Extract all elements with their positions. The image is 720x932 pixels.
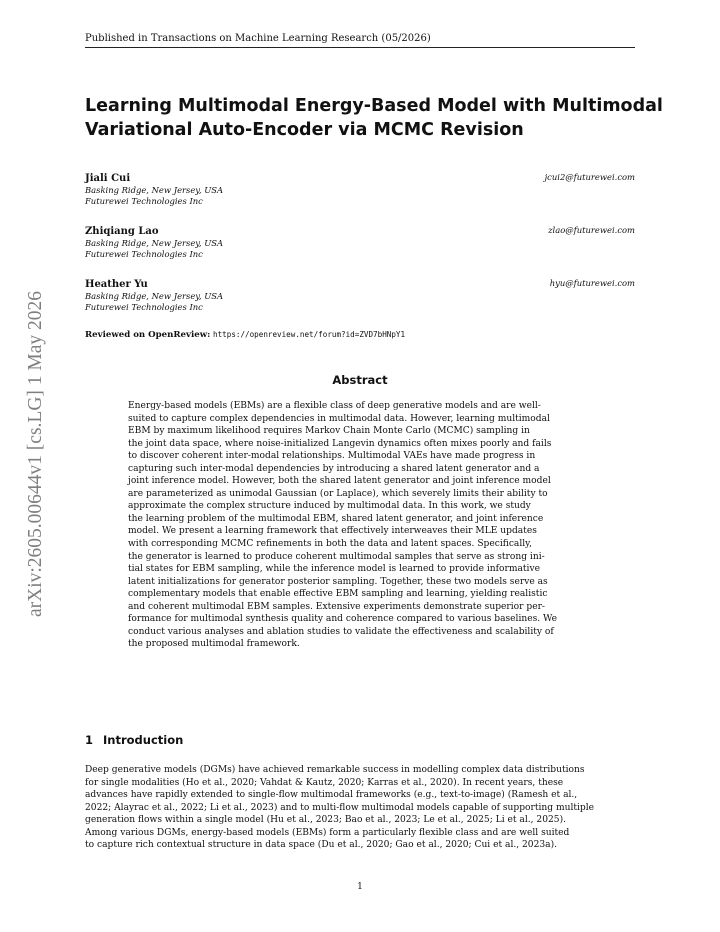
intro-line: 2022; Alayrac et al., 2022; Li et al., 2023) and to multi-flow multimodal models capable of supporting multiple bbox=[85, 802, 595, 813]
intro-line: advances have rapidly extended to single-flow multimodal frameworks (e.g., text-to-image) (Ramesh et al., bbox=[85, 790, 578, 801]
author-block-3 bbox=[85, 278, 635, 313]
intro-line: generation flows within a single model (Hu et al., 2023; Bao et al., 2023; Le et al., 2025; Li et al., 2025). bbox=[85, 815, 567, 826]
abstract-line: the generator is learned to produce coherent multimodal samples that serve as strong ini- bbox=[128, 551, 545, 562]
author-email[interactable]: hyu@futurewei.com bbox=[549, 278, 635, 288]
abstract-line: formance for multimodal synthesis quality and coherence compared to various baselines. We bbox=[128, 614, 558, 625]
abstract-line: the joint data space, where noise-initialized Langevin dynamics often mixes poorly and fails bbox=[128, 438, 552, 449]
author-affiliation: Futurewei Technologies Inc bbox=[85, 249, 203, 259]
abstract-heading: Abstract bbox=[332, 373, 388, 387]
abstract-line: latent initializations for generator posterior sampling. Together, these two models serve as bbox=[128, 576, 548, 587]
abstract-line: joint inference model. However, both the shared latent generator and joint inference model bbox=[128, 476, 551, 487]
paper-title bbox=[85, 94, 663, 142]
author-affiliation: Futurewei Technologies Inc bbox=[85, 196, 203, 206]
intro-line: Deep generative models (DGMs) have achieved remarkable success in modelling complex data distributions bbox=[85, 765, 585, 775]
page-number: 1 bbox=[357, 882, 363, 892]
abstract-line: tial states for EBM sampling, while the inference model is learned to provide informative bbox=[128, 564, 540, 575]
author-location: Basking Ridge, New Jersey, USA bbox=[85, 185, 224, 195]
author-block-2 bbox=[85, 225, 635, 260]
arxiv-stamp: arXiv:2605.00644v1 [cs.LG] 1 May 2026 bbox=[25, 290, 46, 618]
openreview-label: Reviewed on OpenReview: bbox=[85, 330, 211, 340]
abstract-line: capturing such inter-modal dependencies by introducing a shared latent generator and a bbox=[128, 463, 540, 474]
abstract-line: with corresponding MCMC refinements in both the data and latent spaces. Specifically, bbox=[128, 539, 532, 550]
abstract-line: approximate the complex structure induced by multimodal data. In this work, we study bbox=[128, 501, 531, 512]
title-line-1: Learning Multimodal Energy-Based Model with Multimodal bbox=[85, 96, 663, 116]
author-email[interactable]: jcui2@futurewei.com bbox=[544, 172, 635, 182]
abstract-line: are parameterized as unimodal Gaussian (or Laplace), which severely limits their ability to bbox=[128, 488, 548, 499]
abstract-line: complementary models that enable effective EBM sampling and learning, yielding realistic bbox=[128, 589, 548, 600]
intro-line: Among various DGMs, energy-based models (EBMs) form a particularly flexible class and are well suited bbox=[85, 827, 570, 838]
abstract-line: to discover coherent inter-modal relationships. Multimodal VAEs have made progress in bbox=[128, 451, 536, 462]
author-name: Jiali Cui bbox=[85, 173, 131, 184]
abstract-body bbox=[128, 400, 594, 651]
abstract-line: and coherent multimodal EBM samples. Extensive experiments demonstrate superior per- bbox=[128, 601, 545, 612]
running-header: Published in Transactions on Machine Learning Research (05/2026) bbox=[85, 33, 635, 48]
author-location: Basking Ridge, New Jersey, USA bbox=[85, 291, 224, 301]
section-number: 1 bbox=[85, 733, 94, 747]
openreview-link[interactable]: https://openreview.net/forum?id=ZVD7bHNpY1 bbox=[213, 330, 406, 339]
section-title: Introduction bbox=[103, 733, 184, 747]
introduction-body bbox=[85, 764, 637, 852]
abstract-line: model. We present a learning framework that effectively interweaves their MLE updates bbox=[128, 526, 537, 537]
abstract-line: conduct various analyses and ablation studies to validate the effectiveness and scalability of bbox=[128, 626, 554, 637]
author-name: Zhiqiang Lao bbox=[85, 226, 159, 237]
abstract-line: EBM by maximum likelihood requires Markov Chain Monte Carlo (MCMC) sampling in bbox=[128, 426, 530, 437]
intro-line: for single modalities (Ho et al., 2020; Vahdat & Kautz, 2020; Karras et al., 2020). In recent years, these bbox=[85, 777, 564, 788]
author-affiliation: Futurewei Technologies Inc bbox=[85, 302, 203, 312]
author-location: Basking Ridge, New Jersey, USA bbox=[85, 238, 224, 248]
title-line-2: Variational Auto-Encoder via MCMC Revision bbox=[85, 120, 524, 140]
abstract-line: the proposed multimodal framework. bbox=[128, 639, 300, 650]
author-block-1 bbox=[85, 172, 635, 207]
abstract-line: the learning problem of the multimodal EBM, shared latent generator, and joint inference bbox=[128, 513, 544, 524]
author-name: Heather Yu bbox=[85, 279, 148, 290]
section-heading-introduction bbox=[85, 733, 183, 747]
abstract-line: suited to capture complex dependencies in multimodal data. However, learning multimodal bbox=[128, 413, 550, 424]
openreview-line bbox=[85, 330, 405, 340]
abstract-line: Energy-based models (EBMs) are a flexible class of deep generative models and are well- bbox=[128, 401, 541, 411]
author-email[interactable]: zlao@futurewei.com bbox=[548, 225, 635, 235]
intro-line: to capture rich contextual structure in data space (Du et al., 2020; Gao et al., 2020; Cui et al., 2023a). bbox=[85, 840, 558, 851]
